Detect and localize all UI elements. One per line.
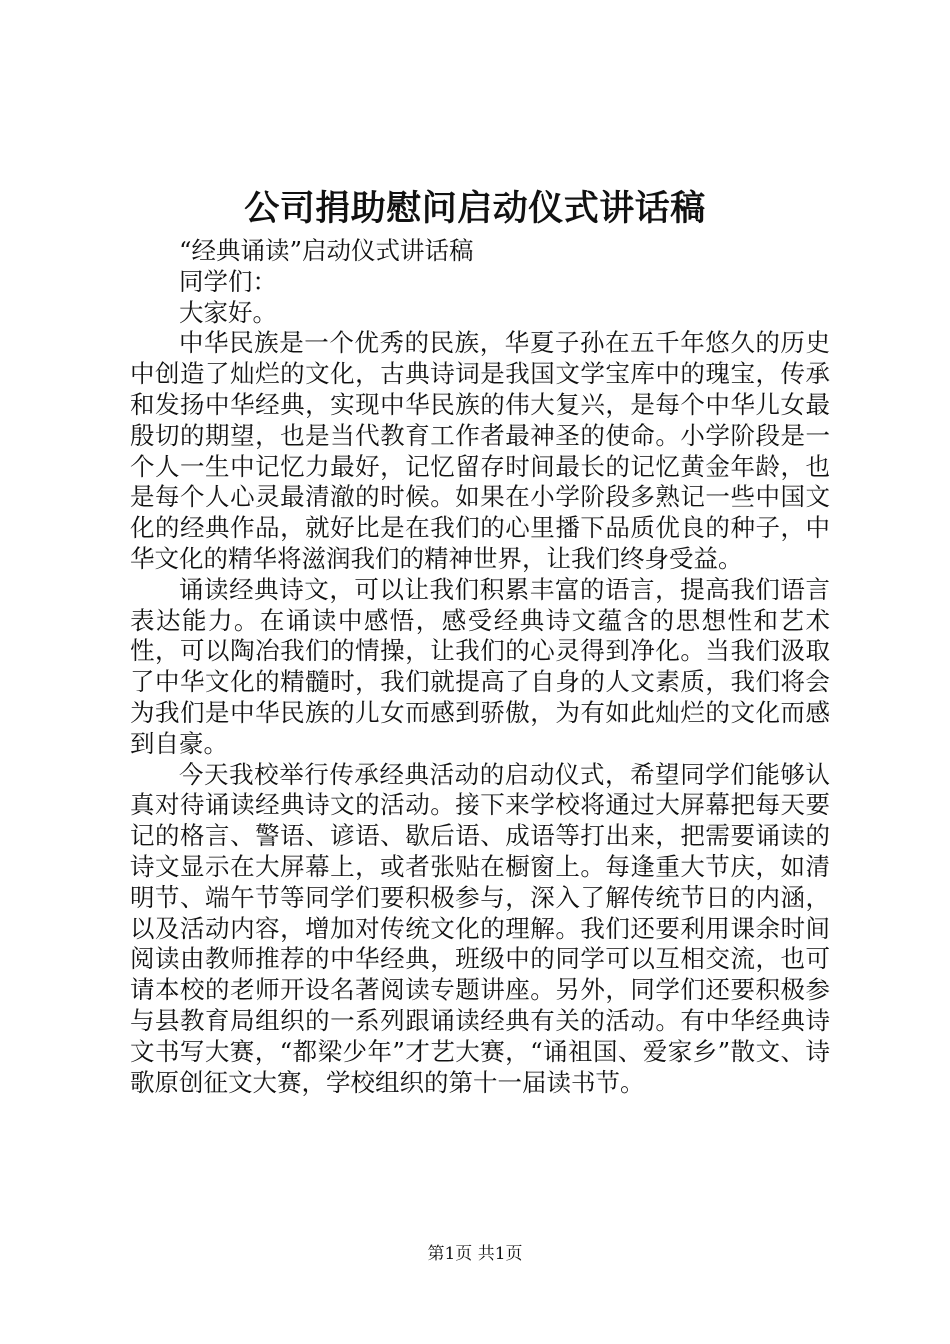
document-title: 公司捐助慰问启动仪式讲话稿 xyxy=(244,188,706,229)
document-body xyxy=(130,236,830,1098)
body-paragraph: 中华民族是一个优秀的民族，华夏子孙在五千年悠久的历史中创造了灿烂的文化，古典诗词是我国文学宝库中的瑰宝，传承和发扬中华经典，实现中华民族的伟大复兴，是每个中华儿女最殷切的期望，也是当代教育工作者最神圣的使命。小学阶段是一个人一生中记忆力最好，记忆留存时间最长的记忆黄金年龄，也是每个人心灵最清澈的时候。如果在小学阶段多熟记一些中国文化的经典作品，就好比是在我们的心里播下品质优良的种子，中华文化的精华将滋润我们的精神世界，让我们终身受益。 xyxy=(130,328,830,573)
page-footer: 第1页 共1页 xyxy=(427,1244,523,1264)
body-paragraph: 今天我校举行传承经典活动的启动仪式，希望同学们能够认真对待诵读经典诗文的活动。接下来学校将通过大屏幕把每天要记的格言、警语、谚语、歇后语、成语等打出来，把需要诵读的诗文显示在大屏幕上，或者张贴在橱窗上。每逢重大节庆，如清明节、端午节等同学们要积极参与，深入了解传统节日的内涵，以及活动内容，增加对传统文化的理解。我们还要利用课余时间阅读由教师推荐的中华经典，班级中的同学可以互相交流，也可请本校的老师开设名著阅读专题讲座。另外，同学们还要积极参与县教育局组织的一系列跟诵读经典有关的活动。有中华经典诗文书写大赛，“都梁少年”才艺大赛，“诵祖国、爱家乡”散文、诗歌原创征文大赛，学校组织的第十一届读书节。 xyxy=(130,759,830,1097)
body-paragraph: 诵读经典诗文，可以让我们积累丰富的语言，提高我们语言表达能力。在诵读中感悟，感受经典诗文蕴含的思想性和艺术性，可以陶冶我们的情操，让我们的心灵得到净化。当我们汲取了中华文化的精髓时，我们就提高了自身的人文素质，我们将会为我们是中华民族的儿女而感到骄傲，为有如此灿烂的文化而感到自豪。 xyxy=(130,574,830,758)
subtitle-line: “经典诵读”启动仪式讲话稿 xyxy=(179,236,474,265)
greeting-line: 大家好。 xyxy=(179,297,277,327)
salutation-line: 同学们： xyxy=(179,266,277,296)
